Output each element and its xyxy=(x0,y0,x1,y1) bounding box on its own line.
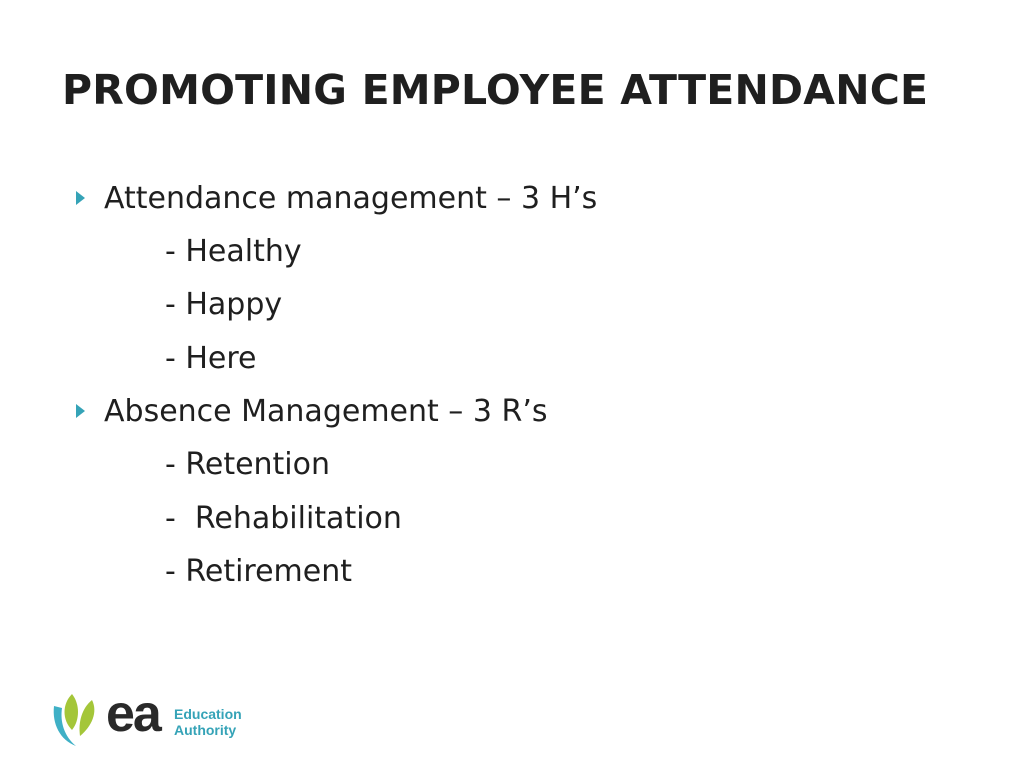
logo-initials: ea xyxy=(106,685,160,743)
bullet-arrow-icon xyxy=(76,191,85,205)
bullet-text: Attendance management – 3 H’s xyxy=(104,180,598,216)
sub-bullet-text: - Happy xyxy=(165,286,283,322)
logo-name-line1: Education xyxy=(174,706,242,722)
leaf-logo-icon xyxy=(50,690,106,750)
slide-title: PROMOTING EMPLOYEE ATTENDANCE xyxy=(62,66,929,114)
logo-name xyxy=(174,706,242,738)
sub-bullet-text: - Retention xyxy=(165,446,331,482)
bullet-text: Absence Management – 3 R’s xyxy=(104,393,548,429)
sub-bullet-text: - Rehabilitation xyxy=(165,500,402,536)
logo-name-line2: Authority xyxy=(174,722,237,738)
sub-bullet-text: - Retirement xyxy=(165,553,353,589)
sub-bullet-text: - Here xyxy=(165,340,257,376)
sub-bullet-text: - Healthy xyxy=(165,233,302,269)
education-authority-logo xyxy=(50,685,260,750)
bullet-arrow-icon xyxy=(76,404,85,418)
